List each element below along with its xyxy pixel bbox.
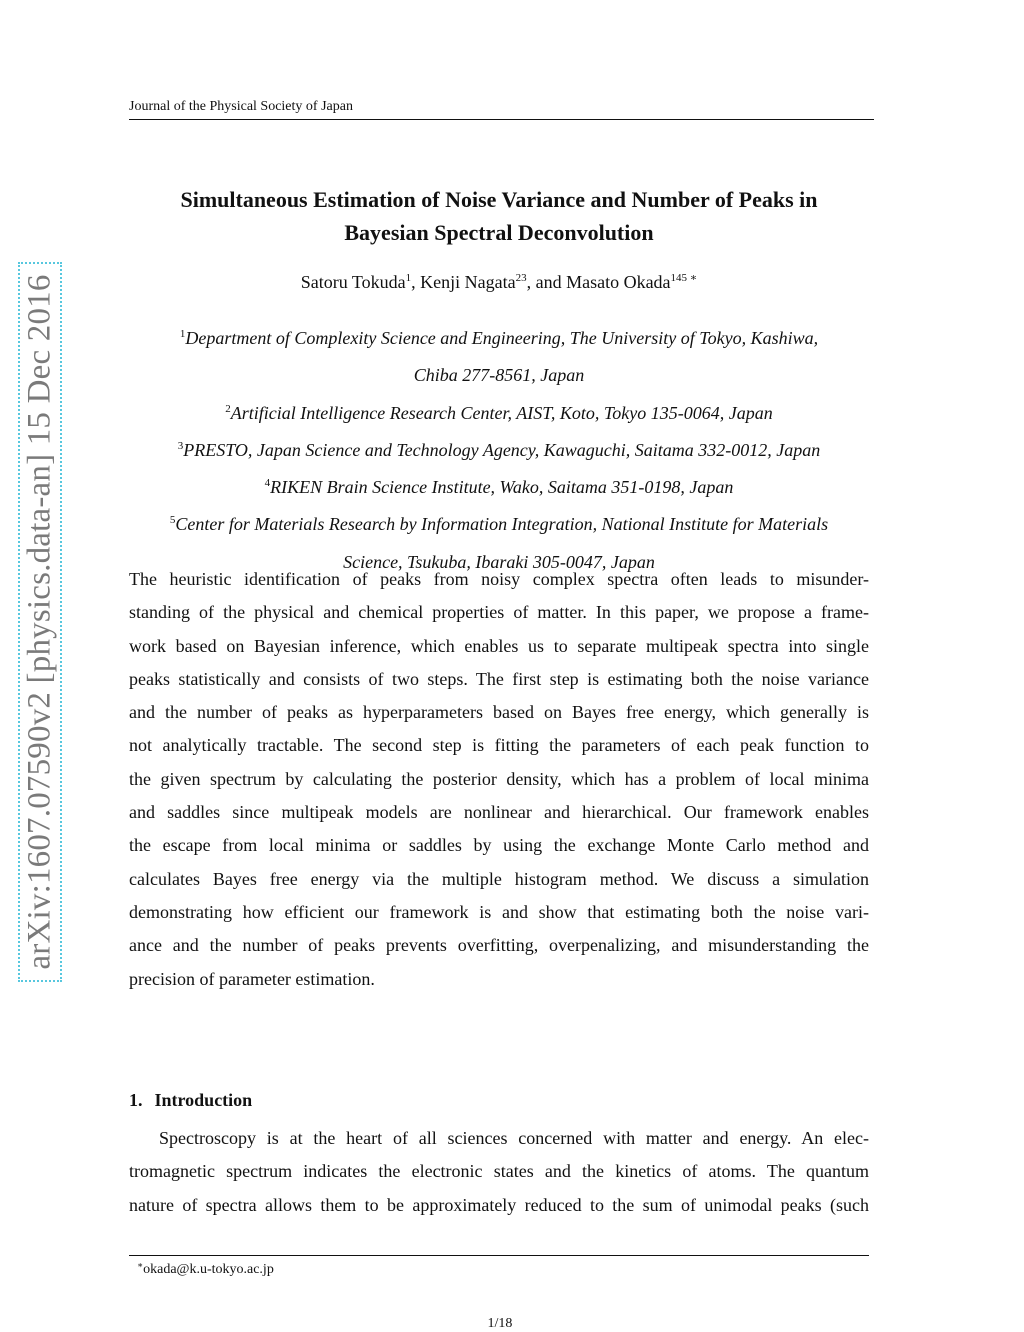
footnote (137, 1260, 274, 1278)
abstract-line: the escape from local minima or saddles by using the exchange Monte Carlo method and (129, 835, 869, 856)
arxiv-stamp-text: arXiv:1607.07590v2 [physics.data-an] 15 Dec 2016 (21, 274, 58, 970)
author-separator: , and (526, 272, 567, 292)
footnote-email: okada@k.u-tokyo.ac.jp (143, 1262, 274, 1277)
title-line: Bayesian Spectral Deconvolution (344, 220, 654, 245)
section-heading (129, 1090, 252, 1111)
affiliation-sup: 5 (169, 514, 176, 527)
page-number: 1/18 (487, 1316, 513, 1331)
affiliation-text: Artificial Intelligence Research Center, AIST, Koto, Tokyo 135-0064, Japan (230, 402, 773, 423)
footnote-mark: ∗ (137, 1260, 144, 1270)
author-sup: 23 (515, 272, 527, 284)
title-line: Simultaneous Estimation of Noise Variance and Number of Peaks in (180, 187, 818, 212)
author-list (129, 271, 869, 293)
abstract-line: work based on Bayesian inference, which enables us to separate multipeak spectra into single (129, 635, 869, 656)
affiliation-text: Science, Tsukuba, Ibaraki 305-0047, Japan (343, 551, 655, 572)
affiliation-line (129, 318, 869, 355)
author-name: Masato Okada (566, 272, 671, 292)
author-name: Satoru Tokuda (300, 272, 406, 292)
journal-header: Journal of the Physical Society of Japan (129, 99, 353, 114)
abstract-line: peaks statistically and consists of two steps. The first step is estimating both the noise variance (129, 668, 869, 689)
abstract-line: The heuristic identification of peaks from noisy complex spectra often leads to misunder- (129, 569, 869, 589)
affiliation-line (129, 430, 869, 467)
abstract-line: the given spectrum by calculating the posterior density, which has a problem of local minima (129, 768, 869, 789)
abstract-line: demonstrating how efficient our framework is and show that estimating both the noise vari- (129, 901, 869, 922)
intro-line: nature of spectra allows them to be approximately reduced to the sum of unimodal peaks (such (129, 1194, 869, 1215)
affiliation-line (129, 504, 869, 541)
abstract (129, 563, 869, 996)
abstract-line: and the number of peaks as hyperparameters based on Bayes free energy, which generally is (129, 702, 869, 723)
section-number: 1. (129, 1090, 143, 1110)
author-name: Kenji Nagata (420, 272, 516, 292)
affiliation-line (129, 467, 869, 504)
affiliation-sup: 3 (177, 439, 184, 452)
author-separator: , (411, 272, 421, 292)
affiliation-text: Chiba 277-8561, Japan (413, 365, 585, 386)
affiliation-text: Department of Complexity Science and Engineering, The University of Tokyo, Kashiwa, (185, 328, 819, 348)
intro-line: tromagnetic spectrum indicates the electronic states and the kinetics of atoms. The quantum (129, 1161, 869, 1182)
affiliation-line (129, 355, 869, 392)
abstract-line: precision of parameter estimation. (129, 968, 375, 989)
affiliation-text: Center for Materials Research by Information Integration, National Institute for Materials (175, 514, 829, 535)
affiliation-sup: 2 (225, 402, 231, 415)
affiliation-sup: 1 (179, 328, 186, 340)
footnote-rule (129, 1255, 869, 1256)
intro-line: Spectroscopy is at the heart of all sciences concerned with matter and energy. An elec- (159, 1128, 869, 1148)
author-sup: 1 (405, 272, 412, 284)
paper-title (129, 183, 869, 249)
author-sup: 145 ∗ (670, 272, 698, 284)
introduction-body (129, 1122, 869, 1222)
section-title: Introduction (154, 1090, 253, 1110)
abstract-line: and saddles since multipeak models are nonlinear and hierarchical. Our framework enables (129, 802, 869, 823)
affiliation-text: RIKEN Brain Science Institute, Wako, Saitama 351-0198, Japan (270, 477, 734, 498)
header-rule (129, 119, 874, 120)
abstract-line: not analytically tractable. The second step is fitting the parameters of each peak function to (129, 735, 869, 756)
abstract-line: ance and the number of peaks prevents overfitting, overpenalizing, and misunderstanding the (129, 935, 869, 956)
abstract-line: calculates Bayes free energy via the multiple histogram method. We discuss a simulation (129, 868, 869, 889)
affiliation-line (129, 393, 869, 430)
affiliation-sup: 4 (264, 477, 271, 490)
affiliations (129, 318, 869, 579)
affiliation-text: PRESTO, Japan Science and Technology Agency, Kawaguchi, Saitama 332-0012, Japan (183, 439, 821, 460)
abstract-line: standing of the physical and chemical properties of matter. In this paper, we propose a frame- (129, 602, 869, 623)
